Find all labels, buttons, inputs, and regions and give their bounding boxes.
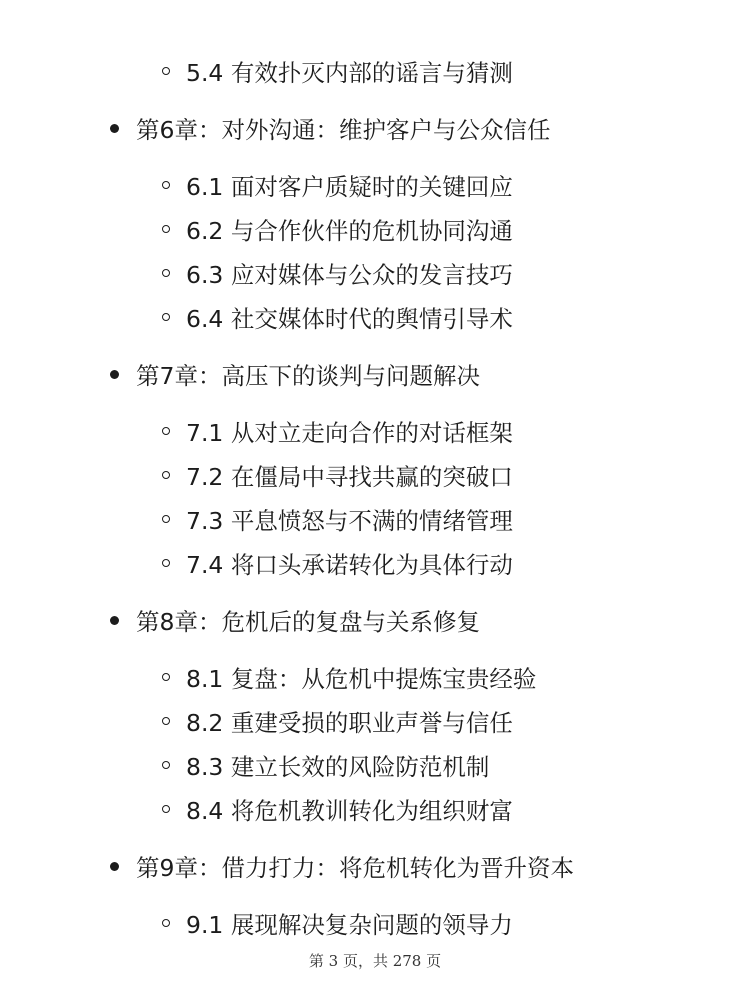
hollow-circle-bullet-icon — [162, 805, 170, 813]
toc-section-item — [162, 209, 513, 249]
toc-section-label: 7.4 将口头承诺转化为具体行动 — [186, 551, 513, 579]
toc-section-item — [162, 297, 513, 337]
toc-section-label: 7.3 平息愤怒与不满的情绪管理 — [186, 507, 513, 535]
toc-section-label: 6.2 与合作伙伴的危机协同沟通 — [186, 217, 513, 245]
toc-section-label: 5.4 有效扑灭内部的谣言与猜测 — [186, 59, 513, 87]
toc-section-label: 6.4 社交媒体时代的舆情引导术 — [186, 305, 513, 333]
toc-section-label: 8.1 复盘：从危机中提炼宝贵经验 — [186, 665, 537, 693]
toc-section-item — [162, 165, 513, 205]
hollow-circle-bullet-icon — [162, 919, 170, 927]
toc-section-label: 6.1 面对客户质疑时的关键回应 — [186, 173, 513, 201]
page-number-footer: 第 3 页，共 278 页 — [308, 952, 442, 970]
filled-disc-bullet-icon — [110, 616, 119, 625]
toc-chapter-item — [110, 846, 574, 886]
hollow-circle-bullet-icon — [162, 515, 170, 523]
hollow-circle-bullet-icon — [162, 225, 170, 233]
toc-section-item — [162, 543, 513, 583]
toc-chapter-label: 第9章：借力打力：将危机转化为晋升资本 — [136, 854, 574, 882]
filled-disc-bullet-icon — [110, 862, 119, 871]
toc-chapter-label: 第8章：危机后的复盘与关系修复 — [136, 608, 480, 636]
toc-section-label: 9.1 展现解决复杂问题的领导力 — [186, 911, 513, 939]
toc-section-item — [162, 499, 513, 539]
hollow-circle-bullet-icon — [162, 181, 170, 189]
filled-disc-bullet-icon — [110, 370, 119, 379]
toc-section-label: 8.3 建立长效的风险防范机制 — [186, 753, 490, 781]
toc-section-label: 7.2 在僵局中寻找共赢的突破口 — [186, 463, 513, 491]
hollow-circle-bullet-icon — [162, 559, 170, 567]
toc-section-item — [162, 455, 513, 495]
toc-chapter-item — [110, 108, 550, 148]
toc-section-label: 8.4 将危机教训转化为组织财富 — [186, 797, 513, 825]
toc-chapter-item — [110, 600, 480, 640]
hollow-circle-bullet-icon — [162, 269, 170, 277]
toc-chapter-item — [110, 354, 480, 394]
hollow-circle-bullet-icon — [162, 761, 170, 769]
toc-section-label: 8.2 重建受损的职业声誉与信任 — [186, 709, 513, 737]
toc-section-label: 6.3 应对媒体与公众的发言技巧 — [186, 261, 513, 289]
filled-disc-bullet-icon — [110, 124, 119, 133]
toc-section-item — [162, 411, 513, 451]
toc-section-item — [162, 51, 513, 91]
hollow-circle-bullet-icon — [162, 717, 170, 725]
toc-section-label: 7.1 从对立走向合作的对话框架 — [186, 419, 513, 447]
toc-chapter-label: 第7章：高压下的谈判与问题解决 — [136, 362, 480, 390]
toc-section-item — [162, 701, 513, 741]
toc-chapter-label: 第6章：对外沟通：维护客户与公众信任 — [136, 116, 551, 144]
toc-section-item — [162, 745, 489, 785]
toc-section-item — [162, 253, 513, 293]
hollow-circle-bullet-icon — [162, 471, 170, 479]
hollow-circle-bullet-icon — [162, 427, 170, 435]
toc-section-item — [162, 657, 536, 697]
hollow-circle-bullet-icon — [162, 673, 170, 681]
hollow-circle-bullet-icon — [162, 67, 170, 75]
toc-section-item — [162, 789, 513, 829]
toc-section-item — [162, 903, 513, 943]
hollow-circle-bullet-icon — [162, 313, 170, 321]
